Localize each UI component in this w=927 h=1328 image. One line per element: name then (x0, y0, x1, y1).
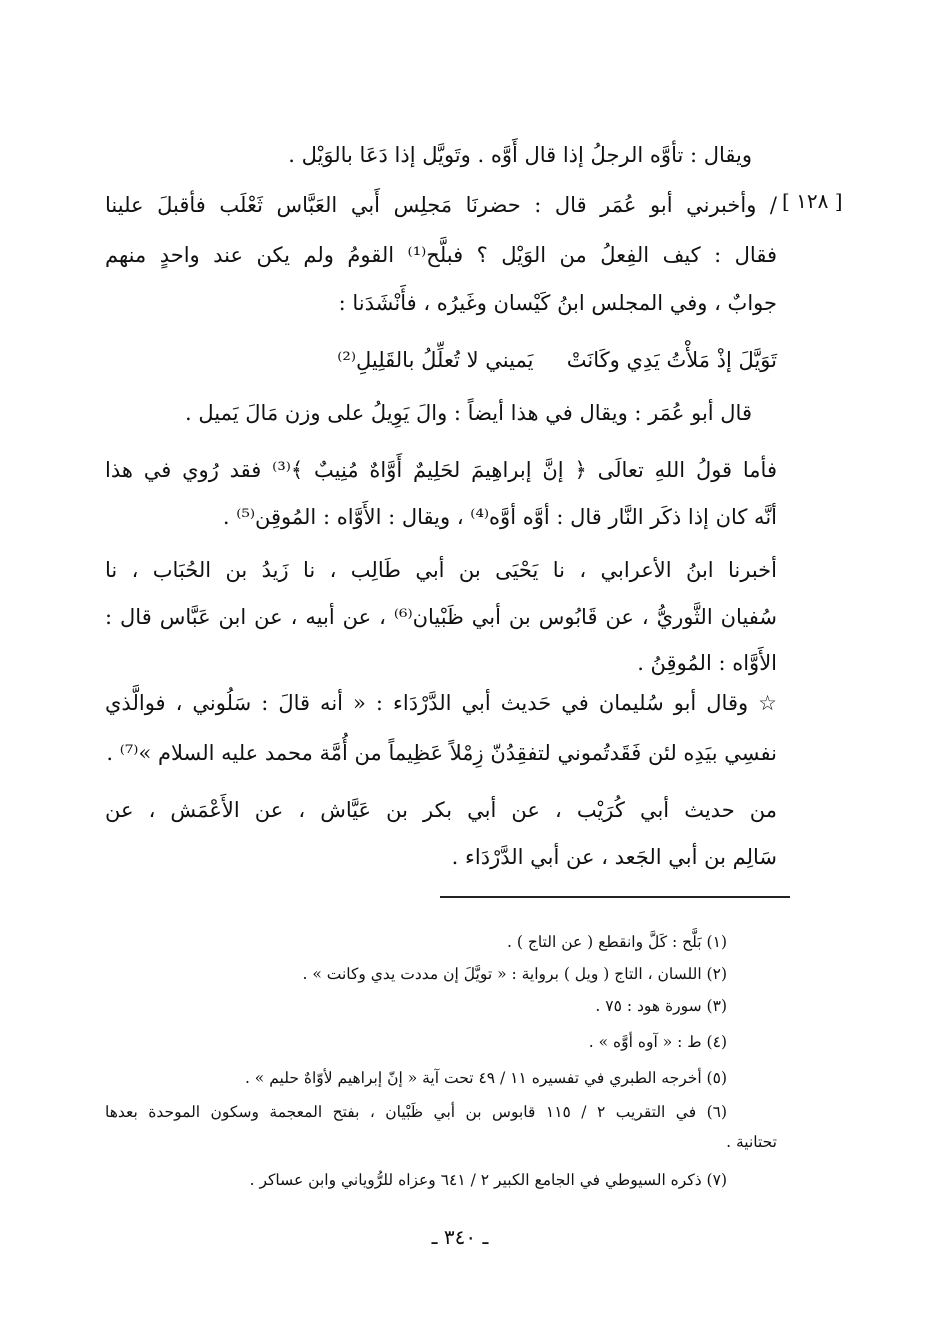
body-line-13: نفسِي بيَدِه لئن فَقَدتُموني لتفقِدُنّ زِمْلاً عَظِيماً من أُمَّة محمد عليه السلام »⁽⁷⁾ . (106, 741, 777, 765)
footnote-5: (٥) أخرجه الطبري في تفسيره ١١ / ٤٩ تحت آية « إنّ إبراهيم لأوّاهٌ حليم » . (244, 1069, 727, 1087)
footnote-6: (٦) في التقريب ٢ / ١١٥ قابوس بن أبي ظَبْيان ، بفتح المعجمة وسكون الموحدة بعدها (105, 1103, 728, 1121)
footnote-1: (١) بَلَّح : كَلَّ وانقطع ( عن التاج ) . (507, 933, 727, 951)
body-line-12: ☆ وقال أبو سُليمان في حَديث أبي الدَّرْدَاء : « أنه قالَ : سَلُوني ، فوالَّذي (105, 691, 777, 715)
footnote-2: (٢) اللسان ، التاج ( ويل ) برواية : « تويَّلَ إن مددت يدي وكانت » . (302, 965, 727, 983)
body-line-6: قال أبو عُمَر : ويقال في هذا أيضاً : والَ يَوِيلُ على وزن مَالَ يَميل . (185, 401, 752, 425)
body-line-4: جوابٌ ، وفي المجلس ابنُ كَيْسان وغَيرُه ، فأَنْشَدَنا : (338, 291, 777, 315)
body-line-15: سَالِم بن أبي الجَعد ، عن أبي الدَّرْدَاء . (451, 845, 777, 869)
body-line-11: الأَوَّاه : المُوقِنُ . (637, 651, 777, 675)
page-number: ـ ٣٤٠ ـ (431, 1225, 489, 1249)
footnote-4: (٤) ط : « آوه أوَّه » . (588, 1033, 727, 1051)
body-line-9: أخبرنا ابنُ الأعرابي ، نا يَحْيَى بن أبي طَالِب ، نا زَيدُ بن الحُبَاب ، نا (105, 558, 777, 582)
verse-line: تَوَيَّلَ إذْ مَلأْتُ يَدِي وكَانَتْ يَميني لا تُعلِّلُ بالقَلِيلِ⁽²⁾ (337, 348, 777, 372)
body-line-2: / وأخبرني أبو عُمَر قال : حضرنَا مَجلِس أَبي العَبَّاس ثَعْلَب فأقبلَ علينا (105, 193, 777, 217)
body-line-8: أنَّه كان إذا ذكَر النَّار قال : أوَّه أوَّه⁽⁴⁾ ، ويقال : الأَوَّاه : المُوقِن⁽⁵⁾ . (222, 505, 777, 529)
footnote-6-continued: تحتانية . (726, 1133, 777, 1151)
footnote-7: (٧) ذكره السيوطي في الجامع الكبير ٢ / ٦٤١ وعزاه للرُّوياني وابن عساكر . (249, 1171, 727, 1189)
body-line-3: فقال : كيف الفِعلُ من الوَيْل ؟ فبلَّح⁽¹⁾ القومُ ولم يكن عند واحدٍ منهم (105, 243, 777, 267)
footnote-separator (440, 896, 790, 898)
body-line-14: من حديث أبي كُرَيْب ، عن أبي بكر بن عَيَّاش ، عن الأَعْمَش ، عن (105, 798, 777, 822)
body-line-7: فأما قولُ اللهِ تعالَى ﴿ إنَّ إبراهِيمَ لحَلِيمٌ أَوَّاهٌ مُنِيبٌ ﴾⁽³⁾ فقد رُوي في هذا (105, 458, 777, 482)
body-line-1: ويقال : تأوَّه الرجلُ إذا قال أَوَّه . وتَويَّل إذا دَعَا بالوَيْل . (288, 143, 752, 167)
footnote-3: (٣) سورة هود : ٧٥ . (595, 997, 727, 1015)
page-marker: [ ١٢٨ ] (782, 189, 843, 213)
body-line-10: سُفيان الثَّوريُّ ، عن قَابُوس بن أبي ظَبْيان⁽⁶⁾ ، عن أبيه ، عن ابن عَبَّاس قال : (105, 605, 778, 629)
